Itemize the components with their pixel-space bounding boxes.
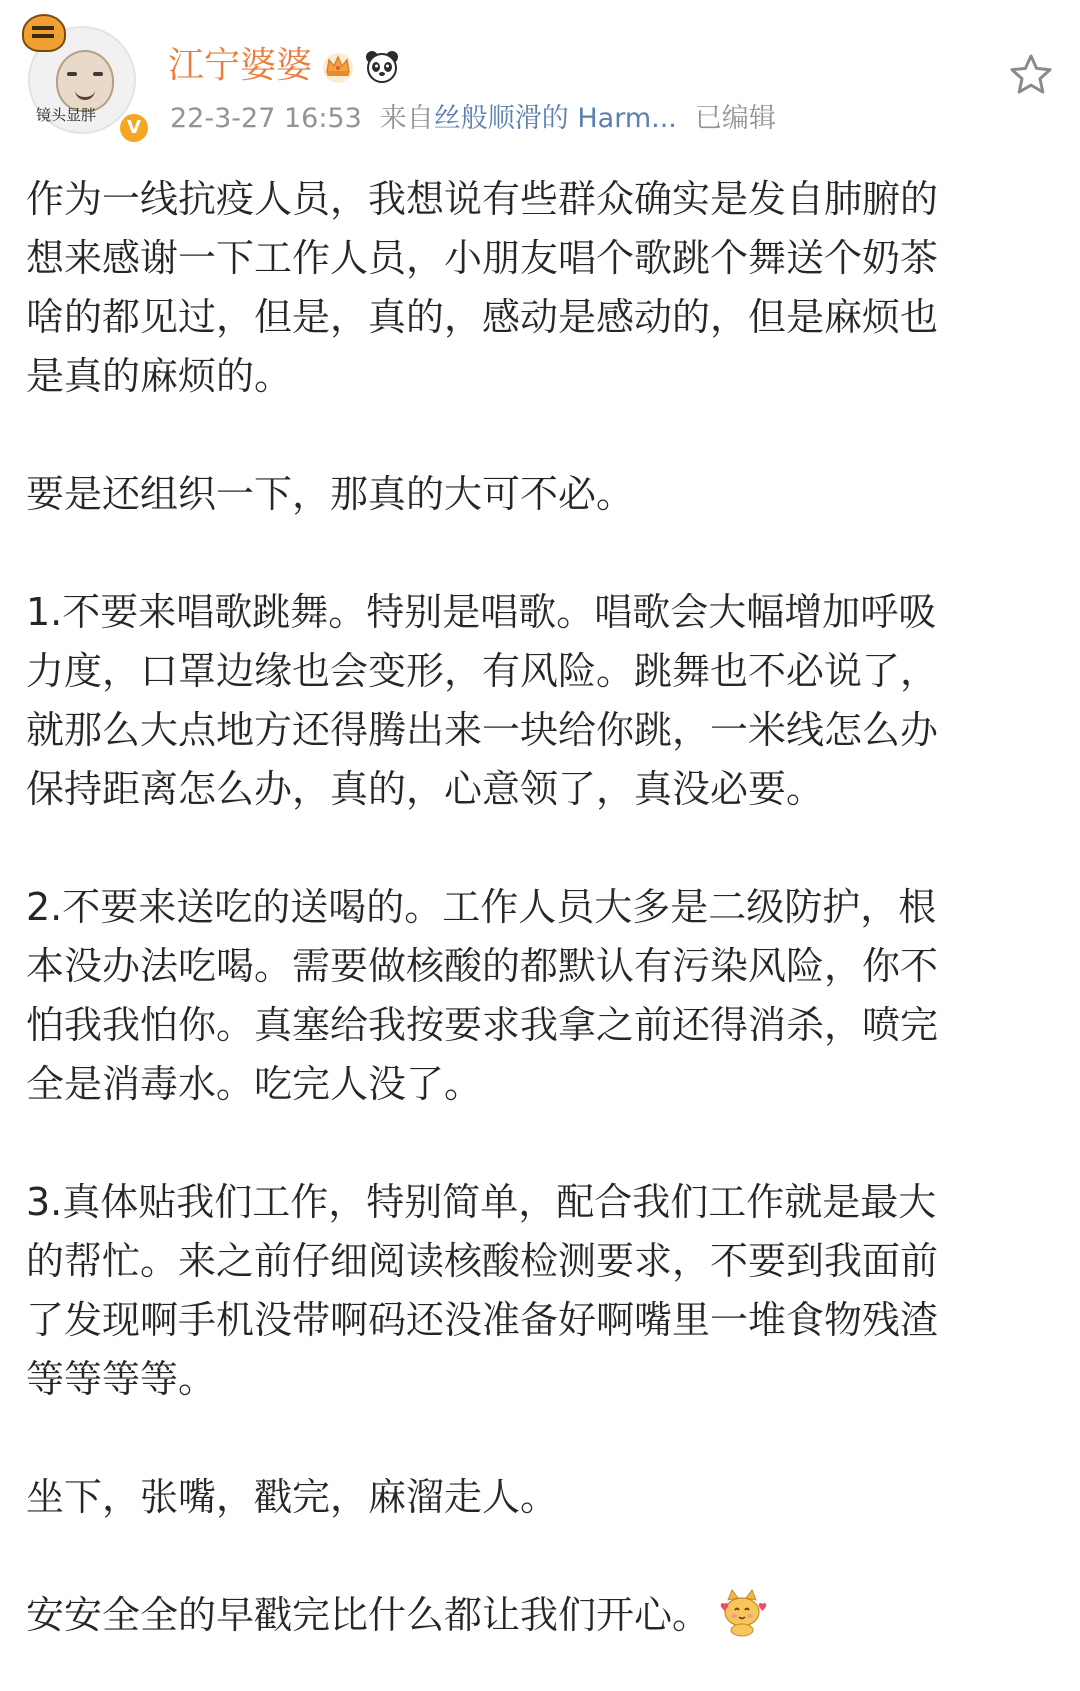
text-line: 等等等等。 [26,1357,217,1401]
crown-icon [320,48,356,84]
paragraph-4 [26,878,1056,1114]
post-body [26,170,1056,1645]
text-line: 2.不要来送吃的送喝的。工作人员大多是二级防护，根 [26,885,937,929]
text-line: 本没办法吃喝。需要做核酸的都默认有污染风险，你不 [26,944,939,988]
text-line: 全是消毒水。吃完人没了。 [26,1062,483,1106]
text-line: 就那么大点地方还得腾出来一块给你跳，一米线怎么办 [26,708,939,752]
avatar-face [56,50,114,112]
avatar-caption: 镜头显胖 [36,106,97,124]
cat-hearts-emoji-icon [716,1586,768,1638]
paragraph-2 [26,465,1056,524]
avatar[interactable] [22,14,140,138]
text-line: 坐下，张嘴，戳完，麻溜走人。 [26,1475,559,1519]
text-line: 1.不要来唱歌跳舞。特别是唱歌。唱歌会大幅增加呼吸 [26,590,937,634]
last-line [26,1586,1056,1645]
text-line: 的帮忙。来之前仔细阅读核酸检测要求，不要到我面前 [26,1239,939,1283]
paragraph-6 [26,1468,1056,1527]
username[interactable]: 江宁婆婆 [168,45,313,86]
paragraph-5 [26,1173,1056,1409]
text-line: 安安全全的早戳完比什么都让我们开心。 [26,1593,711,1637]
text-line: 3.真体贴我们工作，特别简单，配合我们工作就是最大 [26,1180,937,1224]
text-line: 保持距离怎么办，真的，心意领了，真没必要。 [26,767,825,811]
paragraph-7 [26,1586,1056,1645]
text-line: 作为一线抗疫人员，我想说有些群众确实是发自肺腑的 [26,177,939,221]
text-line: 要是还组织一下，那真的大可不必。 [26,472,635,516]
star-outline-icon[interactable] [1008,52,1054,98]
text-line: 怕我我怕你。真塞给我按要求我拿之前还得消杀，喷完 [26,1003,939,1047]
tiger-sticker-icon [22,14,66,52]
text-line: 力度，口罩边缘也会变形，有风险。跳舞也不必说了， [26,649,939,693]
username-row [168,44,400,88]
edited-label[interactable]: 已编辑 [694,103,776,134]
text-line: 了发现啊手机没带啊码还没准备好啊嘴里一堆食物残渣 [26,1298,939,1342]
verified-badge-icon: V [118,112,150,144]
source-prefix: 来自 [379,103,434,134]
paragraph-3 [26,583,1056,819]
text-line: 啥的都见过，但是，真的，感动是感动的，但是麻烦也 [26,295,939,339]
post-meta [170,100,776,138]
panda-icon [364,48,400,84]
paragraph-1 [26,170,1056,406]
post-header [0,0,1080,150]
source-device-link[interactable]: 丝般顺滑的 Harm... [433,103,677,134]
text-line: 是真的麻烦的。 [26,354,293,398]
text-line: 想来感谢一下工作人员，小朋友唱个歌跳个舞送个奶茶 [26,236,939,280]
post-timestamp: 22-3-27 16:53 [170,103,362,134]
